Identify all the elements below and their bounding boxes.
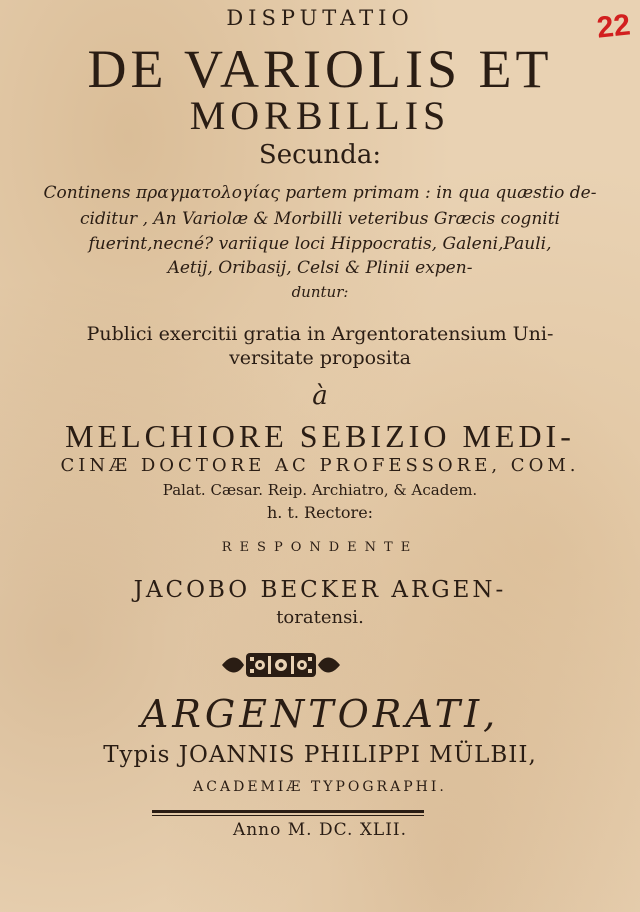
subtitle-line-4: Aetij, Oribasij, Celsi & Plinii expen- (167, 258, 473, 278)
praeses-line-2: CINÆ DOCTORE AC PROFESSORE, COM. (60, 455, 580, 476)
respondent-line-2: toratensi. (276, 607, 364, 628)
respondent-label: RESPONDENTE (221, 540, 419, 555)
respondent-line-1: JACOBO BECKER ARGEN- (133, 577, 507, 603)
title-line-4: Secunda: (258, 140, 382, 170)
subtitle-line-2: ciditur , An Variolæ & Morbilli veteribus Græcis cogniti (80, 209, 560, 229)
praeses-line-3: Palat. Cæsar. Reip. Archiatro, & Academ. (162, 481, 478, 499)
subtitle-line-5: duntur: (291, 283, 349, 301)
imprint-printer-title: ACADEMIÆ TYPOGRAPHI. (193, 779, 447, 795)
title-line-3: MORBILLIS (189, 93, 451, 138)
printers-ornament (220, 645, 342, 685)
imprint-year: Anno M. DC. XLII. (232, 820, 408, 840)
imprint-printer: Typis JOANNIS PHILIPPI MÜLBII, (103, 742, 537, 768)
subtitle-line-1: Continens πραγματολογίας partem primam : in qua quæstio de- (43, 183, 597, 203)
title-line-2: DE VARIOLIS ET (87, 39, 553, 99)
subtitle-line-3: fuerint,necné? variique loci Hippocratis, Galeni,Pauli, (88, 234, 552, 254)
purpose-line-2: versitate proposita (229, 347, 411, 369)
thin-rule (152, 815, 424, 816)
imprint-city: ARGENTORATI, (140, 692, 500, 736)
praeses-line-1: MELCHIORE SEBIZIO MEDI- (65, 418, 575, 454)
shelf-mark: 22 (594, 8, 632, 45)
preposition: à (312, 381, 328, 411)
title-line-1: DISPUTATIO (226, 6, 414, 30)
praeses-line-4: h. t. Rectore: (266, 503, 374, 522)
purpose-line-1: Publici exercitii gratia in Argentoratensium Uni- (86, 323, 554, 345)
thick-rule (152, 810, 424, 813)
